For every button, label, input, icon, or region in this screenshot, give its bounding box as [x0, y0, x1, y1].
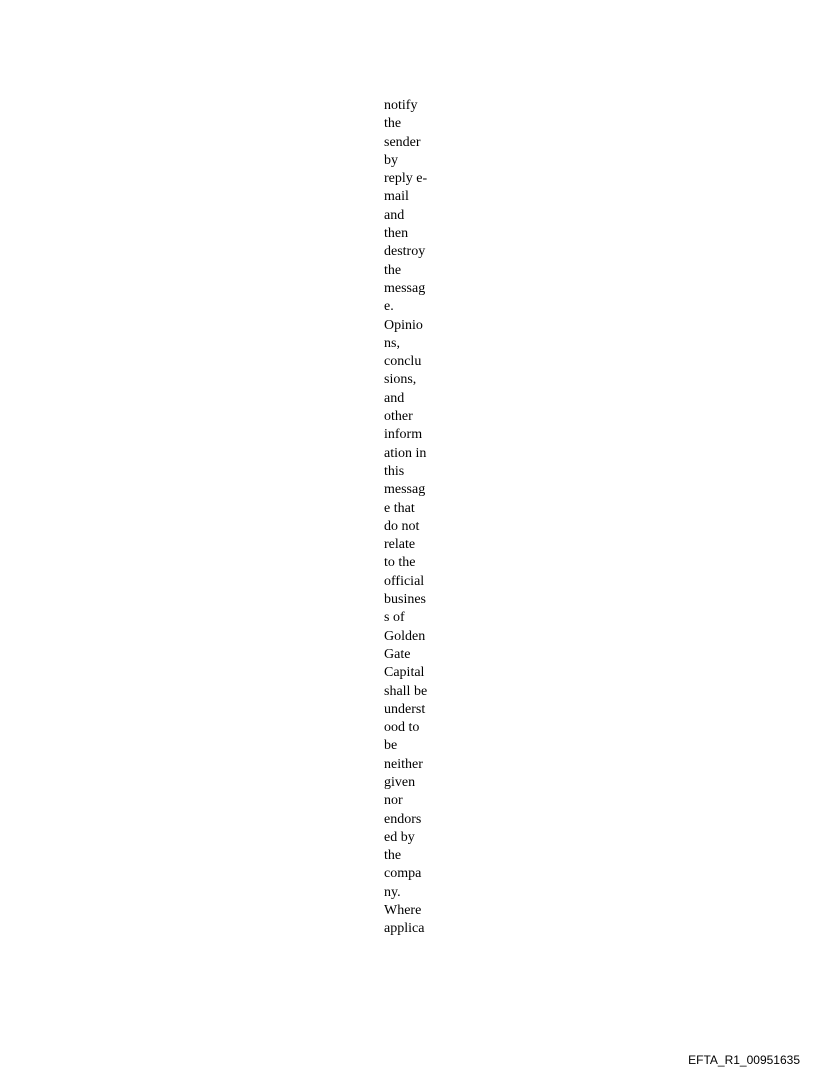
text-line: e. — [384, 299, 394, 315]
text-line: underst — [384, 701, 426, 717]
text-line: e that — [384, 500, 415, 516]
text-line: notify — [384, 98, 418, 113]
text-line: ns, — [384, 335, 400, 351]
text-line: endors — [384, 811, 422, 827]
text-line: nor — [384, 793, 403, 809]
document-id-stamp: EFTA_R1_00951635 — [688, 1053, 800, 1067]
text-line: shall be — [384, 683, 428, 699]
disclaimer-text-column — [384, 97, 440, 939]
text-line: the — [384, 848, 402, 864]
text-line: the — [384, 262, 402, 278]
text-line: and — [384, 390, 405, 406]
text-line: be — [384, 738, 398, 754]
text-line: sions, — [384, 372, 417, 388]
text-line: neither — [384, 756, 423, 772]
text-line: conclu — [384, 354, 422, 370]
text-line: to the — [384, 555, 416, 571]
text-line: sender — [384, 134, 421, 150]
text-line: Opinio — [384, 317, 423, 333]
text-line: Gate — [384, 646, 411, 662]
text-line: Capital — [384, 665, 425, 681]
text-line: applica — [384, 921, 425, 937]
text-line: busines — [384, 592, 426, 608]
text-line: Where — [384, 903, 422, 919]
text-line: reply e- — [384, 171, 428, 187]
text-line: s of — [384, 610, 405, 626]
text-line: do not — [384, 518, 420, 534]
text-line: the — [384, 116, 402, 132]
text-line: messag — [384, 280, 426, 296]
text-line: inform — [384, 427, 423, 443]
text-line: relate — [384, 537, 416, 553]
text-line: ation in — [384, 445, 427, 461]
text-line: Golden — [384, 628, 426, 644]
text-line: ny. — [384, 884, 401, 900]
text-line: messag — [384, 482, 426, 498]
text-line: compa — [384, 866, 422, 882]
text-line: given — [384, 774, 416, 790]
text-line: ood to — [384, 720, 420, 736]
text-line: this — [384, 463, 405, 479]
text-line: official — [384, 573, 425, 589]
text-line: by — [384, 152, 398, 168]
text-line: ed by — [384, 829, 415, 845]
text-line: and — [384, 207, 405, 223]
text-line: other — [384, 409, 413, 425]
text-line: destroy — [384, 244, 426, 260]
text-line: mail — [384, 189, 409, 205]
text-line: then — [384, 226, 409, 242]
